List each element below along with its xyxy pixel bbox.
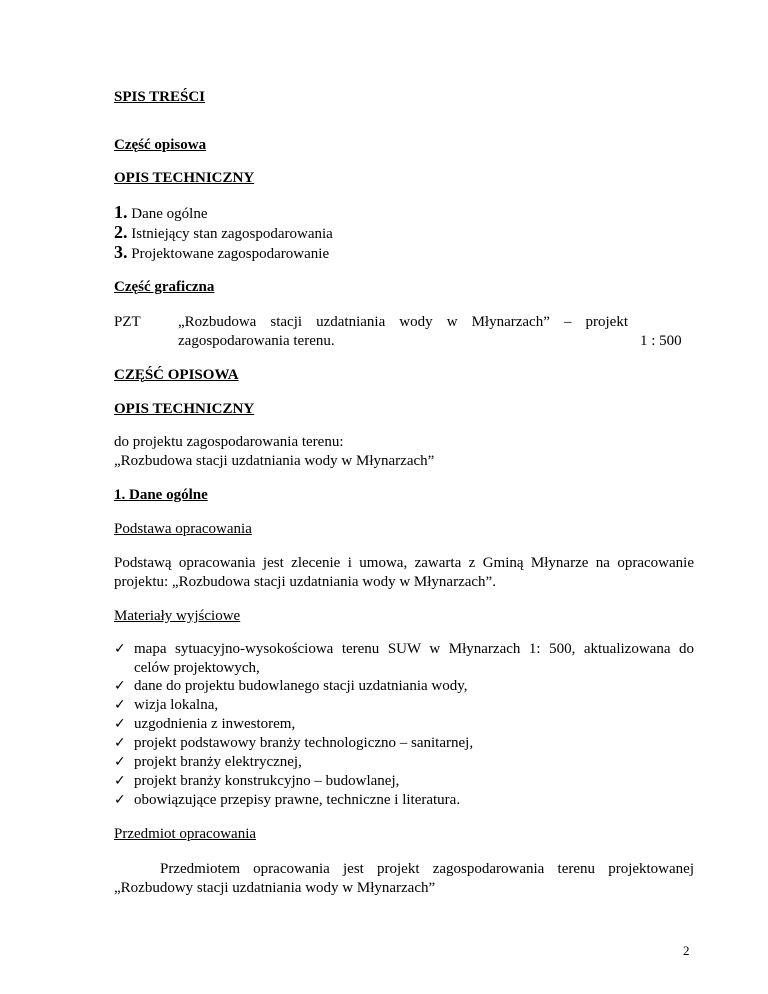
toc-item-number: 2. xyxy=(114,222,128,242)
checkmark-icon: ✓ xyxy=(114,792,126,808)
page-number: 2 xyxy=(683,943,690,958)
basis-heading: Podstawa opracowania xyxy=(114,521,252,537)
materials-item-text: projekt branży konstrukcyjno – budowlanej, xyxy=(134,773,400,789)
materials-item-8 xyxy=(114,791,460,809)
materials-item-text: projekt branży elektrycznej, xyxy=(134,754,302,770)
basis-line1: Podstawą opracowania jest zlecenie i umowa, zawarta z Gminą Młynarze na opracowanie xyxy=(114,555,694,571)
toc-descriptive-part: Część opisowa xyxy=(114,137,207,153)
materials-item-text: wizja lokalna, xyxy=(134,697,219,713)
materials-item-text: obowiązujące przepisy prawne, techniczne i literatura. xyxy=(134,792,461,808)
toc-graphic-part: Część graficzna xyxy=(114,279,215,295)
checkmark-icon: ✓ xyxy=(114,716,126,732)
graphic-description-line1: „Rozbudowa stacji uzdatniania wody w Młynarzach” – projekt xyxy=(178,314,628,330)
toc-item-3 xyxy=(114,243,329,263)
basis-line2: projektu: „Rozbudowa stacji uzdatniania wody w Młynarzach”. xyxy=(114,574,496,590)
checkmark-icon: ✓ xyxy=(114,697,126,713)
intro-line1: do projektu zagospodarowania terenu: xyxy=(114,434,344,450)
materials-item-3 xyxy=(114,696,218,714)
materials-item-text: mapa sytuacyjno-wysokościowa terenu SUW w Młynarzach 1: 500, aktualizowana do xyxy=(134,641,694,657)
subject-heading: Przedmiot opracowania xyxy=(114,826,257,842)
checkmark-icon: ✓ xyxy=(114,641,126,657)
toc-item-1 xyxy=(114,203,207,223)
toc-item-text: Projektowane zagospodarowanie xyxy=(131,246,330,262)
graphic-scale: 1 : 500 xyxy=(640,333,682,349)
checkmark-icon: ✓ xyxy=(114,735,126,751)
toc-item-number: 1. xyxy=(114,202,128,222)
section-title: CZĘŚĆ OPISOWA xyxy=(114,367,239,383)
materials-item-4 xyxy=(114,715,295,733)
materials-item-6 xyxy=(114,753,302,771)
toc-item-number: 3. xyxy=(114,242,128,262)
checkmark-icon: ✓ xyxy=(114,678,126,694)
checkmark-icon: ✓ xyxy=(114,754,126,770)
graphic-code: PZT xyxy=(114,314,141,330)
toc-technical-description: OPIS TECHNICZNY xyxy=(114,170,255,186)
materials-item-5 xyxy=(114,734,473,752)
materials-item-text: dane do projektu budowlanego stacji uzdatniania wody, xyxy=(134,678,468,694)
subject-line2: „Rozbudowy stacji uzdatniania wody w Młynarzach” xyxy=(114,880,436,896)
toc-title: SPIS TREŚCI xyxy=(114,89,206,105)
intro-line2: „Rozbudowa stacji uzdatniania wody w Młynarzach” xyxy=(114,453,435,469)
toc-item-2 xyxy=(114,223,333,243)
materials-item-1-continuation: celów projektowych, xyxy=(134,660,260,676)
toc-item-text: Dane ogólne xyxy=(131,206,208,222)
subject-line1: Przedmiotem opracowania jest projekt zagospodarowania terenu projektowanej xyxy=(160,861,694,877)
materials-item-text: uzgodnienia z inwestorem, xyxy=(134,716,296,732)
materials-item-2 xyxy=(114,677,468,695)
section-subtitle: OPIS TECHNICZNY xyxy=(114,401,255,417)
materials-item-7 xyxy=(114,772,399,790)
checkmark-icon: ✓ xyxy=(114,773,126,789)
materials-item-1 xyxy=(114,640,694,658)
general-heading: 1. Dane ogólne xyxy=(114,487,208,503)
materials-item-text: projekt podstawowy branży technologiczno – sanitarnej, xyxy=(134,735,474,751)
toc-item-text: Istniejący stan zagospodarowania xyxy=(131,226,333,242)
materials-heading: Materiały wyjściowe xyxy=(114,608,241,624)
graphic-description-line2: zagospodarowania terenu. xyxy=(178,333,335,349)
